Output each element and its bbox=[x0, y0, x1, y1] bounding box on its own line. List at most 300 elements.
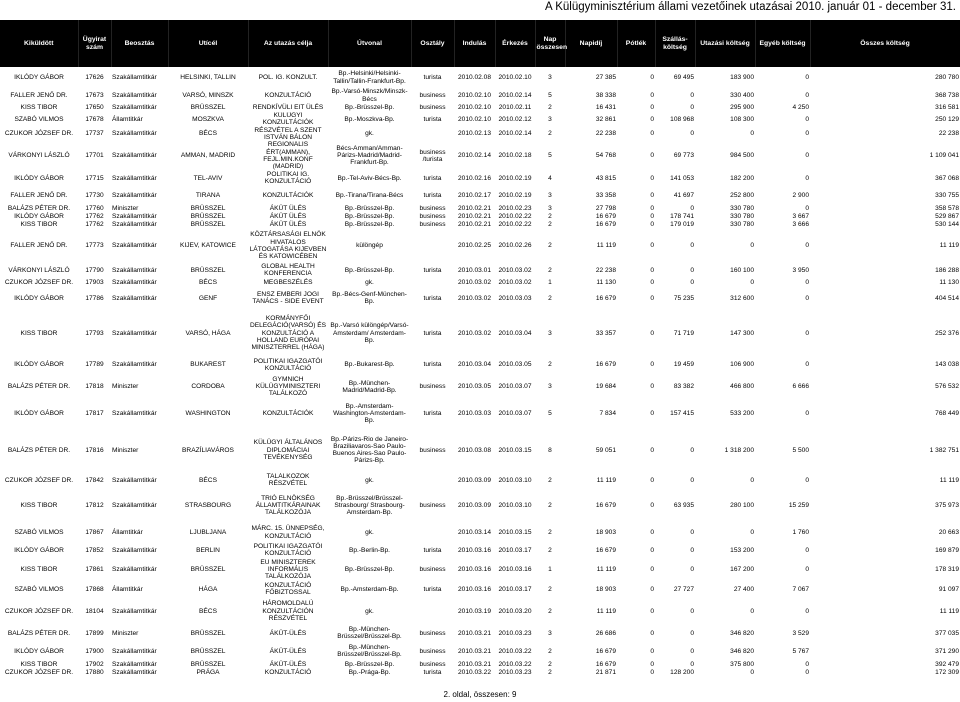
cell-uticel: TIRANA bbox=[195, 191, 221, 199]
cell-utvonal: Bp.-München-Brüsszel/Brüsszel-Bp. bbox=[337, 626, 402, 641]
table-row bbox=[0, 112, 960, 126]
cell-osszes-koltseg: 375 973 bbox=[935, 502, 959, 510]
cell-egyeb-koltseg: 0 bbox=[805, 294, 809, 302]
cell-utazasi-koltseg: 330 780 bbox=[730, 212, 754, 220]
cell-indulas: 2010.03.05 bbox=[457, 383, 491, 391]
cell-nap-osszesen: 2 bbox=[548, 502, 552, 510]
cell-utazasi-koltseg: 147 300 bbox=[730, 329, 754, 337]
cell-egyeb-koltseg: 0 bbox=[805, 152, 809, 160]
cell-kikuldott: KISS TIBOR bbox=[20, 221, 58, 229]
table-row bbox=[0, 103, 960, 112]
cell-utazasi-koltseg: 182 200 bbox=[730, 174, 754, 182]
cell-kikuldott: FALLER JENŐ DR. bbox=[10, 191, 68, 199]
table-row bbox=[0, 542, 960, 559]
cell-ugyirat-szam: 17730 bbox=[85, 191, 104, 199]
cell-potlek: 0 bbox=[650, 647, 654, 655]
cell-nap-osszesen: 2 bbox=[548, 660, 552, 668]
cell-ugyirat-szam: 17868 bbox=[85, 585, 104, 593]
cell-osszes-koltseg: 1 382 751 bbox=[929, 446, 959, 454]
cell-osztaly: business bbox=[419, 446, 446, 454]
cell-beosztas: Szakállamtitkár bbox=[112, 410, 157, 418]
cell-ugyirat-szam: 17842 bbox=[85, 476, 104, 484]
cell-osztaly: business bbox=[419, 502, 446, 510]
cell-nap-osszesen: 2 bbox=[548, 668, 552, 676]
cell-osztaly: business bbox=[419, 204, 446, 212]
cell-osztaly: business bbox=[419, 91, 446, 99]
cell-nap-osszesen: 3 bbox=[548, 329, 552, 337]
cell-uticel: AMMAN, MADRID bbox=[180, 152, 236, 160]
cell-beosztas: Szakállamtitkár bbox=[112, 476, 157, 484]
travel-table bbox=[0, 20, 960, 676]
header-potlek: Pótlék bbox=[617, 20, 655, 67]
cell-osszes-koltseg: 576 532 bbox=[935, 383, 959, 391]
cell-beosztas: Miniszter bbox=[112, 446, 139, 454]
cell-utazasi-koltseg: 330 780 bbox=[730, 221, 754, 229]
table-row bbox=[0, 204, 960, 212]
cell-osztaly: turista bbox=[423, 585, 442, 593]
cell-utazas-celja: MEGBESZÉLÉS bbox=[263, 278, 313, 286]
cell-kikuldott: KISS TIBOR bbox=[20, 565, 58, 573]
cell-szallas-koltseg: 0 bbox=[690, 647, 694, 655]
table-body bbox=[0, 67, 960, 676]
cell-kikuldott: IKLÓDY GÁBOR bbox=[14, 647, 64, 655]
cell-nap-osszesen: 8 bbox=[548, 446, 552, 454]
cell-utazas-celja: ÁKÜT ÜLÉS bbox=[269, 221, 307, 229]
cell-uticel: BRÜSSZEL bbox=[190, 660, 226, 668]
cell-utazas-celja: ÁKÜT-ÜLÉS bbox=[269, 647, 307, 655]
cell-ugyirat-szam: 17773 bbox=[85, 242, 104, 250]
cell-nap-osszesen: 3 bbox=[548, 383, 552, 391]
cell-osztaly: turista bbox=[423, 73, 442, 81]
cell-nap-osszesen: 3 bbox=[548, 73, 552, 81]
cell-utazas-celja: KONZULTÁCIÓ FŐBIZTOSSAL bbox=[264, 582, 312, 597]
cell-utazasi-koltseg: 295 900 bbox=[730, 103, 754, 111]
cell-beosztas: Szakállamtitkár bbox=[112, 73, 157, 81]
cell-indulas: 2010.03.03 bbox=[457, 410, 491, 418]
cell-ugyirat-szam: 17701 bbox=[85, 152, 104, 160]
cell-osszes-koltseg: 768 449 bbox=[935, 410, 959, 418]
cell-napidij: 26 686 bbox=[595, 629, 616, 637]
table-row bbox=[0, 524, 960, 542]
cell-indulas: 2010.03.02 bbox=[457, 329, 491, 337]
cell-beosztas: Államtitkár bbox=[112, 115, 143, 123]
cell-utvonal: gk. bbox=[365, 529, 374, 537]
cell-egyeb-koltseg: 0 bbox=[805, 115, 809, 123]
cell-potlek: 0 bbox=[650, 660, 654, 668]
cell-erkezes: 2010.03.05 bbox=[498, 361, 532, 369]
cell-kikuldott: BALÁZS PÉTER DR. bbox=[7, 204, 71, 212]
cell-napidij: 32 861 bbox=[595, 115, 616, 123]
cell-erkezes: 2010.03.23 bbox=[498, 668, 532, 676]
cell-egyeb-koltseg: 5 500 bbox=[792, 446, 809, 454]
cell-utazas-celja: ÁKÜT ÜLÉS bbox=[269, 212, 307, 220]
cell-nap-osszesen: 2 bbox=[548, 546, 552, 554]
cell-beosztas: Szakállamtitkár bbox=[112, 212, 157, 220]
table-row bbox=[0, 400, 960, 427]
cell-utazasi-koltseg: 1 318 200 bbox=[724, 446, 754, 454]
cell-indulas: 2010.03.02 bbox=[457, 278, 491, 286]
cell-osszes-koltseg: 252 376 bbox=[935, 329, 959, 337]
cell-erkezes: 2010.02.22 bbox=[498, 212, 532, 220]
cell-napidij: 16 679 bbox=[595, 546, 616, 554]
table-row bbox=[0, 356, 960, 373]
cell-nap-osszesen: 2 bbox=[548, 130, 552, 138]
cell-beosztas: Szakállamtitkár bbox=[112, 294, 157, 302]
cell-osztaly: business /turista bbox=[419, 148, 446, 163]
cell-szallas-koltseg: 0 bbox=[690, 446, 694, 454]
cell-beosztas: Szakállamtitkár bbox=[112, 221, 157, 229]
cell-nap-osszesen: 5 bbox=[548, 91, 552, 99]
cell-uticel: PRÁGA bbox=[196, 668, 220, 676]
cell-utazasi-koltseg: 0 bbox=[750, 529, 754, 537]
cell-szallas-koltseg: 179 019 bbox=[670, 221, 694, 229]
cell-utvonal: gk. bbox=[365, 130, 374, 138]
header-egyeb-koltseg: Egyéb költség bbox=[755, 20, 810, 67]
cell-osztaly bbox=[411, 278, 454, 286]
cell-indulas: 2010.03.21 bbox=[457, 629, 491, 637]
cell-utazas-celja: POLITIKAI IGAZGATÓI KONZULTÁCIÓ bbox=[253, 542, 323, 558]
cell-osztaly: turista bbox=[423, 266, 442, 274]
cell-erkezes: 2010.02.11 bbox=[498, 103, 532, 111]
cell-egyeb-koltseg: 0 bbox=[805, 361, 809, 369]
cell-potlek: 0 bbox=[650, 73, 654, 81]
cell-osszes-koltseg: 404 514 bbox=[935, 294, 959, 302]
cell-kikuldott: IKLÓDY GÁBOR bbox=[14, 546, 64, 554]
cell-erkezes: 2010.03.22 bbox=[498, 660, 532, 668]
cell-szallas-koltseg: 71 719 bbox=[673, 329, 694, 337]
cell-potlek: 0 bbox=[650, 221, 654, 229]
cell-napidij: 18 903 bbox=[595, 529, 616, 537]
cell-nap-osszesen: 3 bbox=[548, 204, 552, 212]
cell-osztaly bbox=[411, 229, 454, 262]
cell-beosztas: Szakállamtitkár bbox=[112, 152, 157, 160]
cell-beosztas: Szakállamtitkár bbox=[112, 607, 157, 615]
cell-nap-osszesen: 2 bbox=[548, 242, 552, 250]
cell-utvonal: Bp.-Brüsszel-Bp. bbox=[344, 565, 395, 573]
cell-kikuldott: CZUKOR JÓZSEF DR. bbox=[4, 607, 74, 615]
cell-utvonal: gk. bbox=[365, 278, 374, 286]
cell-napidij: 21 871 bbox=[595, 668, 616, 676]
cell-nap-osszesen: 2 bbox=[548, 529, 552, 537]
cell-napidij: 27 385 bbox=[595, 73, 616, 81]
table-row bbox=[0, 262, 960, 278]
cell-egyeb-koltseg: 0 bbox=[805, 130, 809, 138]
cell-ugyirat-szam: 17816 bbox=[85, 446, 104, 454]
cell-beosztas: Szakállamtitkár bbox=[112, 502, 157, 510]
cell-utvonal: Bp.-Brüsszel-Bp. bbox=[344, 103, 395, 111]
cell-potlek: 0 bbox=[650, 383, 654, 391]
table-row bbox=[0, 660, 960, 668]
cell-utazas-celja: POLITIKAI IG. KONZULTÁCIÓ bbox=[264, 171, 312, 186]
header-beosztas: Beosztás bbox=[111, 20, 168, 67]
cell-utvonal: Bp.-Helsinki/Helsinki-Tallin/Tallin-Frankfurt-Bp. bbox=[333, 70, 406, 85]
header-osszes-koltseg: Összes költség bbox=[810, 20, 960, 67]
cell-utvonal: gk. bbox=[365, 607, 374, 615]
cell-beosztas: Szakállamtitkár bbox=[112, 103, 157, 111]
cell-napidij: 11 119 bbox=[596, 607, 616, 615]
cell-osztaly bbox=[411, 598, 454, 624]
cell-utazas-celja: ÁKÜT-ÜLÉS bbox=[269, 629, 307, 637]
cell-indulas: 2010.02.21 bbox=[457, 204, 491, 212]
cell-ugyirat-szam: 17789 bbox=[85, 361, 104, 369]
cell-beosztas: Szakállamtitkár bbox=[112, 174, 157, 182]
cell-nap-osszesen: 5 bbox=[548, 152, 552, 160]
cell-egyeb-koltseg: 0 bbox=[805, 73, 809, 81]
cell-potlek: 0 bbox=[650, 294, 654, 302]
table-row bbox=[0, 488, 960, 524]
cell-kikuldott: IKLÓDY GÁBOR bbox=[14, 73, 64, 81]
cell-indulas: 2010.03.09 bbox=[457, 476, 491, 484]
cell-szallas-koltseg: 69 773 bbox=[673, 152, 694, 160]
cell-kikuldott: SZABÓ VILMOS bbox=[14, 585, 64, 593]
cell-utazasi-koltseg: 0 bbox=[750, 130, 754, 138]
cell-osszes-koltseg: 368 738 bbox=[935, 91, 959, 99]
cell-napidij: 16 431 bbox=[595, 103, 616, 111]
cell-erkezes: 2010.03.02 bbox=[498, 266, 532, 274]
cell-napidij: 18 903 bbox=[595, 585, 616, 593]
cell-utazas-celja: GLOBAL HEALTH KONFERENCIA bbox=[261, 263, 315, 278]
cell-erkezes: 2010.02.18 bbox=[498, 152, 532, 160]
cell-indulas: 2010.03.16 bbox=[457, 565, 491, 573]
cell-potlek: 0 bbox=[650, 361, 654, 369]
cell-utazas-celja: MÁRC. 15. ÜNNEPSÉG, KONZULTÁCIÓ bbox=[251, 525, 325, 540]
cell-utazas-celja: TALÁLKOZÓK RÉSZVÉTEL bbox=[266, 473, 310, 488]
table-row bbox=[0, 88, 960, 103]
cell-osszes-koltseg: 250 129 bbox=[935, 115, 959, 123]
cell-nap-osszesen: 2 bbox=[548, 221, 552, 229]
table-row bbox=[0, 642, 960, 660]
cell-kikuldott: BALÁZS PÉTER DR. bbox=[7, 383, 71, 391]
cell-utvonal: Bp.-Amsterdam-Washington-Amsterdam-Bp. bbox=[333, 402, 406, 425]
cell-utazas-celja: KONZULTÁCIÓK bbox=[262, 410, 314, 418]
cell-osszes-koltseg: 11 119 bbox=[939, 607, 959, 615]
cell-ugyirat-szam: 17812 bbox=[85, 502, 104, 510]
cell-utvonal: Bp.-München-Brüsszel/Brüsszel-Bp. bbox=[337, 644, 402, 659]
cell-potlek: 0 bbox=[650, 204, 654, 212]
cell-kikuldott: CZUKOR JÓZSEF DR. bbox=[4, 130, 74, 138]
cell-kikuldott: KISS TIBOR bbox=[20, 660, 58, 668]
cell-potlek: 0 bbox=[650, 278, 654, 286]
cell-beosztas: Miniszter bbox=[112, 629, 139, 637]
cell-beosztas: Szakállamtitkár bbox=[112, 546, 157, 554]
cell-nap-osszesen: 2 bbox=[548, 647, 552, 655]
cell-egyeb-koltseg: 7 067 bbox=[792, 585, 809, 593]
cell-egyeb-koltseg: 2 900 bbox=[792, 191, 809, 199]
cell-szallas-koltseg: 41 697 bbox=[673, 191, 694, 199]
cell-osszes-koltseg: 20 663 bbox=[938, 529, 959, 537]
cell-beosztas: Államtitkár bbox=[112, 585, 143, 593]
cell-ugyirat-szam: 17737 bbox=[85, 130, 104, 138]
cell-utazas-celja: TRIÓ ELNÖKSÉG ÁLLAMTITKÁRAINAK TALÁLKOZÓJA bbox=[255, 494, 321, 517]
cell-uticel: BERLIN bbox=[196, 546, 220, 554]
cell-potlek: 0 bbox=[650, 174, 654, 182]
cell-napidij: 43 815 bbox=[595, 174, 616, 182]
cell-egyeb-koltseg: 0 bbox=[805, 278, 809, 286]
cell-indulas: 2010.02.25 bbox=[457, 242, 491, 250]
cell-osszes-koltseg: 316 581 bbox=[935, 103, 959, 111]
cell-beosztas: Szakállamtitkár bbox=[112, 242, 157, 250]
cell-ugyirat-szam: 17715 bbox=[85, 174, 104, 182]
cell-erkezes: 2010.03.03 bbox=[498, 294, 532, 302]
cell-nap-osszesen: 2 bbox=[548, 212, 552, 220]
cell-indulas: 2010.02.10 bbox=[457, 103, 491, 111]
cell-ugyirat-szam: 17861 bbox=[85, 565, 104, 573]
header-nap-osszesen: Nap összesen bbox=[535, 20, 565, 67]
cell-szallas-koltseg: 69 495 bbox=[673, 73, 694, 81]
cell-kikuldott: IKLÓDY GÁBOR bbox=[14, 174, 64, 182]
cell-ugyirat-szam: 17793 bbox=[85, 329, 104, 337]
cell-utazasi-koltseg: 0 bbox=[750, 278, 754, 286]
cell-beosztas: Szakállamtitkár bbox=[112, 266, 157, 274]
cell-napidij: 22 238 bbox=[595, 130, 616, 138]
cell-beosztas: Miniszter bbox=[112, 383, 139, 391]
cell-egyeb-koltseg: 0 bbox=[805, 565, 809, 573]
cell-utvonal: Bécs-Amman/Amman-Párizs-Madrid/Madrid-Frankfurt-Bp. bbox=[336, 145, 403, 167]
cell-osztaly: business bbox=[419, 647, 446, 655]
cell-utazas-celja: RÉSZVÉTEL A SZENT ISTVÁN BÁLON bbox=[254, 126, 322, 141]
cell-nap-osszesen: 3 bbox=[548, 191, 552, 199]
cell-uticel: BUKAREST bbox=[190, 361, 226, 369]
cell-potlek: 0 bbox=[650, 565, 654, 573]
cell-utvonal: gk. bbox=[365, 476, 374, 484]
cell-beosztas: Szakállamtitkár bbox=[112, 565, 157, 573]
cell-potlek: 0 bbox=[650, 91, 654, 99]
cell-utvonal: Bp.-Berlin-Bp. bbox=[348, 546, 391, 554]
cell-erkezes: 2010.03.02 bbox=[498, 278, 532, 286]
cell-indulas: 2010.02.13 bbox=[457, 130, 491, 138]
cell-utvonal: Bp.-Brüsszel-Bp. bbox=[344, 204, 395, 212]
cell-utazasi-koltseg: 106 900 bbox=[730, 361, 754, 369]
cell-egyeb-koltseg: 0 bbox=[805, 476, 809, 484]
cell-uticel: BRAZÍLIAVÁROS bbox=[182, 446, 234, 454]
table-row bbox=[0, 229, 960, 262]
cell-beosztas: Szakállamtitkár bbox=[112, 361, 157, 369]
cell-egyeb-koltseg: 15 259 bbox=[788, 502, 809, 510]
cell-osszes-koltseg: 22 238 bbox=[938, 130, 959, 138]
cell-erkezes: 2010.03.16 bbox=[498, 565, 532, 573]
cell-potlek: 0 bbox=[650, 103, 654, 111]
cell-utazas-celja: ÁKÜT ÜLÉS bbox=[269, 204, 307, 212]
cell-indulas: 2010.03.16 bbox=[457, 546, 491, 554]
cell-napidij: 59 051 bbox=[595, 446, 616, 454]
cell-indulas: 2010.03.21 bbox=[457, 660, 491, 668]
cell-szallas-koltseg: 0 bbox=[690, 629, 694, 637]
cell-potlek: 0 bbox=[650, 502, 654, 510]
cell-napidij: 27 798 bbox=[595, 204, 616, 212]
table-row bbox=[0, 473, 960, 487]
cell-szallas-koltseg: 0 bbox=[690, 266, 694, 274]
cell-napidij: 16 679 bbox=[595, 660, 616, 668]
cell-osszes-koltseg: 91 097 bbox=[938, 585, 959, 593]
cell-kikuldott: VÁRKONYI LÁSZLÓ bbox=[8, 266, 70, 274]
cell-utvonal: Bp.-Brüsszel-Bp. bbox=[344, 266, 395, 274]
cell-erkezes: 2010.02.22 bbox=[498, 221, 532, 229]
cell-utazas-celja: GYMNICH KÜLÜGYMINISZTERI TALÁLKOZÓ bbox=[255, 375, 321, 398]
cell-egyeb-koltseg: 4 250 bbox=[792, 103, 809, 111]
cell-utvonal: Bp.-Brüsszel/Brüsszel-Strasbourg/ Strasbourg-Amsterdam-Bp. bbox=[334, 494, 405, 517]
cell-szallas-koltseg: 0 bbox=[690, 565, 694, 573]
cell-erkezes: 2010.02.23 bbox=[498, 204, 532, 212]
cell-uticel: VARSÓ, MINSZK bbox=[182, 91, 234, 99]
cell-erkezes: 2010.03.20 bbox=[498, 607, 532, 615]
cell-utazasi-koltseg: 0 bbox=[750, 476, 754, 484]
cell-ugyirat-szam: 17678 bbox=[85, 115, 104, 123]
table-header-row bbox=[0, 20, 960, 67]
cell-potlek: 0 bbox=[650, 266, 654, 274]
cell-potlek: 0 bbox=[650, 410, 654, 418]
cell-beosztas: Államtitkár bbox=[112, 529, 143, 537]
cell-erkezes: 2010.03.22 bbox=[498, 647, 532, 655]
cell-egyeb-koltseg: 0 bbox=[805, 91, 809, 99]
cell-kikuldott: SZABÓ VILMOS bbox=[14, 115, 64, 123]
cell-napidij: 54 768 bbox=[595, 152, 616, 160]
cell-erkezes: 2010.02.26 bbox=[498, 242, 532, 250]
cell-osszes-koltseg: 186 288 bbox=[935, 266, 959, 274]
cell-ugyirat-szam: 18104 bbox=[85, 607, 104, 615]
cell-ugyirat-szam: 17900 bbox=[85, 647, 104, 655]
cell-szallas-koltseg: 0 bbox=[690, 546, 694, 554]
cell-egyeb-koltseg: 0 bbox=[805, 204, 809, 212]
cell-szallas-koltseg: 19 459 bbox=[673, 361, 694, 369]
cell-uticel: LJUBLJANA bbox=[189, 529, 227, 537]
cell-egyeb-koltseg: 0 bbox=[805, 242, 809, 250]
cell-osztaly: turista bbox=[423, 174, 442, 182]
table-row bbox=[0, 559, 960, 581]
cell-utazas-celja: EU MINISZTEREK INFORMÁLIS TALÁLKOZÓJA bbox=[260, 558, 316, 581]
cell-kikuldott: KISS TIBOR bbox=[20, 103, 58, 111]
cell-utazasi-koltseg: 108 300 bbox=[730, 115, 754, 123]
cell-potlek: 0 bbox=[650, 212, 654, 220]
table-row bbox=[0, 67, 960, 88]
cell-osztaly: turista bbox=[423, 410, 442, 418]
cell-osztaly: turista bbox=[423, 361, 442, 369]
cell-erkezes: 2010.03.07 bbox=[498, 410, 532, 418]
cell-utazasi-koltseg: 0 bbox=[750, 668, 754, 676]
cell-osztaly: turista bbox=[423, 191, 442, 199]
cell-osszes-koltseg: 1 109 041 bbox=[929, 152, 959, 160]
cell-kikuldott: KISS TIBOR bbox=[20, 329, 58, 337]
cell-uticel: BRÜSSZEL bbox=[190, 204, 226, 212]
cell-napidij: 16 679 bbox=[595, 221, 616, 229]
header-szallas-koltseg: Szállás-költség bbox=[655, 20, 695, 67]
cell-indulas: 2010.02.21 bbox=[457, 221, 491, 229]
cell-potlek: 0 bbox=[650, 629, 654, 637]
cell-nap-osszesen: 2 bbox=[548, 361, 552, 369]
cell-indulas: 2010.03.16 bbox=[457, 585, 491, 593]
cell-utazasi-koltseg: 160 100 bbox=[730, 266, 754, 274]
cell-osszes-koltseg: 371 290 bbox=[935, 647, 959, 655]
cell-uticel: HELSINKI, TALLIN bbox=[180, 73, 236, 81]
cell-utazas-celja: KORMÁNYFŐI DELEGÁCIÓ(VARSÓ) ÉS KONZULTÁCIÓ A HOLLAND EURÓPAI MINISZTERREL (HÁGA) bbox=[249, 315, 327, 352]
cell-utazasi-koltseg: 0 bbox=[750, 242, 754, 250]
cell-szallas-koltseg: 141 053 bbox=[670, 174, 694, 182]
cell-uticel: BÉCS bbox=[199, 607, 217, 615]
cell-osszes-koltseg: 143 038 bbox=[935, 361, 959, 369]
cell-potlek: 0 bbox=[650, 115, 654, 123]
cell-osszes-koltseg: 377 035 bbox=[935, 629, 959, 637]
cell-osztaly: business bbox=[419, 660, 446, 668]
cell-utazas-celja: KONZULTÁCIÓ bbox=[264, 668, 312, 676]
cell-egyeb-koltseg: 0 bbox=[805, 607, 809, 615]
cell-utvonal: Bp.-Amsterdam-Bp. bbox=[340, 585, 399, 593]
cell-indulas: 2010.02.17 bbox=[457, 191, 491, 199]
table-row bbox=[0, 141, 960, 170]
header-erkezes: Érkezés bbox=[495, 20, 535, 67]
cell-potlek: 0 bbox=[650, 152, 654, 160]
cell-napidij: 11 130 bbox=[596, 278, 616, 286]
cell-osszes-koltseg: 280 780 bbox=[935, 73, 959, 81]
cell-szallas-koltseg: 75 235 bbox=[673, 294, 694, 302]
